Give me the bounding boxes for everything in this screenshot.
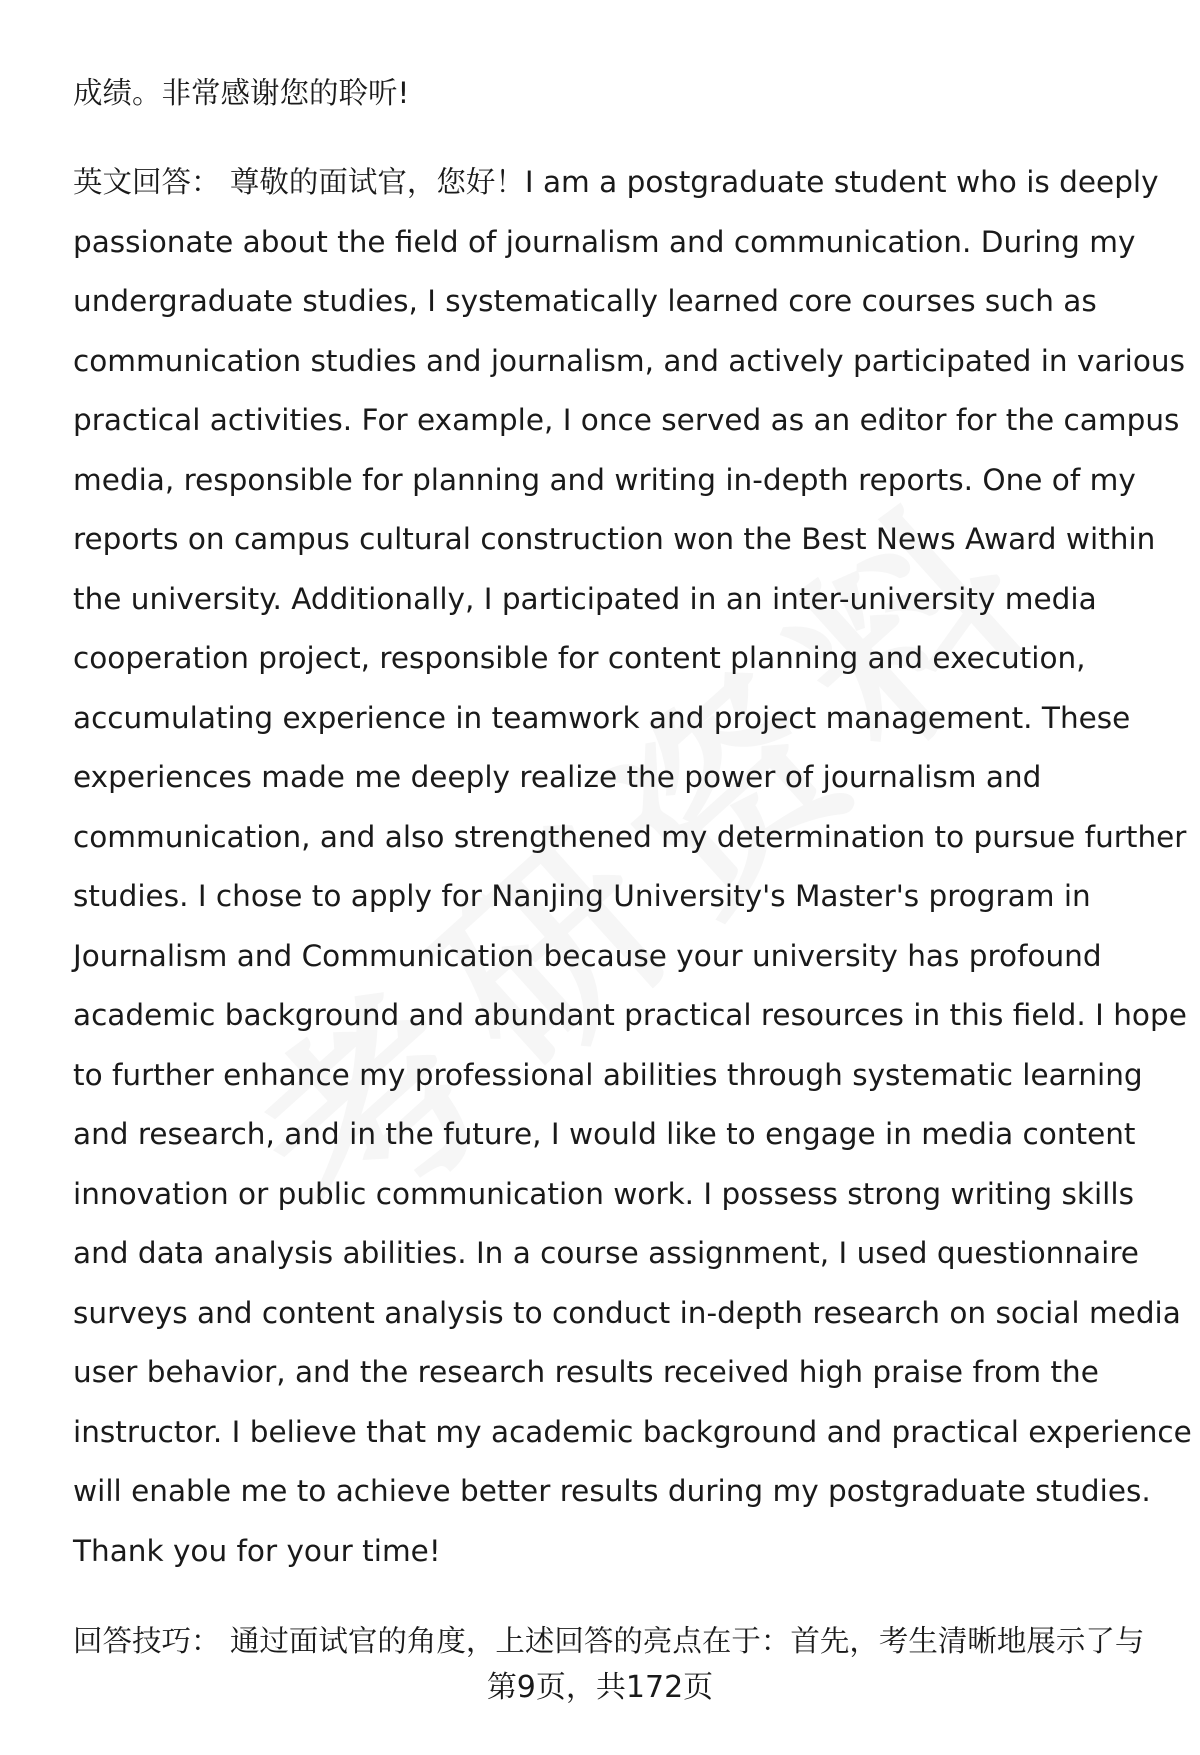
answer-line: media, responsible for planning and writing in-depth reports. One of my bbox=[73, 463, 1136, 497]
answer-line: passionate about the field of journalism and communication. During my bbox=[73, 225, 1136, 259]
page-number: 第9页，共172页 bbox=[486, 1670, 714, 1705]
answer-line: to further enhance my professional abilities through systematic learning bbox=[73, 1058, 1143, 1092]
answer-line: 英文回答： 尊敬的面试官，您好！I am a postgraduate student who is deeply bbox=[73, 165, 1159, 199]
answer-line: communication, and also strengthened my determination to pursue further bbox=[73, 820, 1187, 854]
answer-line: practical activities. For example, I once served as an editor for the campus bbox=[73, 403, 1180, 437]
closing-line: 成绩。非常感谢您的聆听! bbox=[73, 76, 410, 110]
answer-line: studies. I chose to apply for Nanjing University's Master's program in bbox=[73, 879, 1091, 913]
answer-line: surveys and content analysis to conduct in-depth research on social media bbox=[73, 1296, 1181, 1330]
answer-line: instructor. I believe that my academic background and practical experience bbox=[73, 1415, 1192, 1449]
answer-tips-line: 回答技巧： 通过面试官的角度，上述回答的亮点在于：首先，考生清晰地展示了与 bbox=[73, 1624, 1145, 1658]
answer-line: user behavior, and the research results received high praise from the bbox=[73, 1355, 1099, 1389]
answer-line: and data analysis abilities. In a course assignment, I used questionnaire bbox=[73, 1236, 1139, 1270]
answer-line: undergraduate studies, I systematically learned core courses such as bbox=[73, 284, 1097, 318]
answer-line: cooperation project, responsible for content planning and execution, bbox=[73, 641, 1086, 675]
answer-line: will enable me to achieve better results during my postgraduate studies. bbox=[73, 1474, 1151, 1508]
answer-line: communication studies and journalism, and actively participated in various bbox=[73, 344, 1185, 378]
answer-line: Thank you for your time! bbox=[73, 1534, 441, 1568]
answer-line: Journalism and Communication because your university has profound bbox=[73, 939, 1102, 973]
answer-line: experiences made me deeply realize the power of journalism and bbox=[73, 760, 1042, 794]
answer-line: the university. Additionally, I participated in an inter-university media bbox=[73, 582, 1097, 616]
answer-line: academic background and abundant practical resources in this field. I hope bbox=[73, 998, 1187, 1032]
answer-line: accumulating experience in teamwork and project management. These bbox=[73, 701, 1131, 735]
answer-line: reports on campus cultural construction won the Best News Award within bbox=[73, 522, 1156, 556]
answer-line: innovation or public communication work. I possess strong writing skills bbox=[73, 1177, 1134, 1211]
answer-line: and research, and in the future, I would like to engage in media content bbox=[73, 1117, 1136, 1151]
